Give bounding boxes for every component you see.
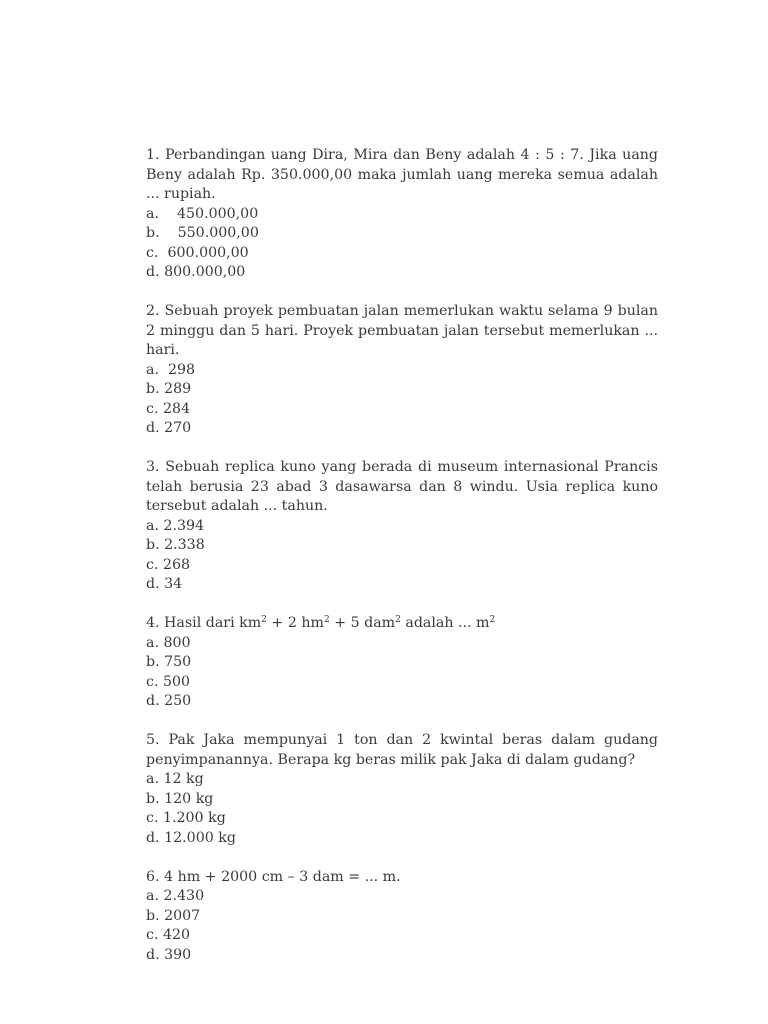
worksheet <box>146 146 658 985</box>
superscript: 2 <box>489 615 496 625</box>
stem-text: + 2 hm <box>266 615 324 631</box>
option-a: a. 2.394 <box>146 517 205 534</box>
question-stem: 5. Pak Jaka mempunyai 1 ton dan 2 kwintal beras dalam gudang penyimpanannya. Berapa kg beras milik pak Jaka di dalam gudang? <box>146 732 658 768</box>
stem-text: 4. Hasil dari km <box>146 615 262 631</box>
question-6 <box>146 868 658 966</box>
option-c: c. 500 <box>146 673 191 690</box>
question-5 <box>146 731 658 848</box>
question-2 <box>146 302 658 439</box>
superscript: 2 <box>323 615 330 625</box>
option-d: d. 250 <box>146 693 192 709</box>
question-3 <box>146 458 658 595</box>
option-b: b. 120 kg <box>146 790 214 807</box>
stem-text: + 5 dam <box>329 615 396 631</box>
option-d: d. 34 <box>146 576 183 592</box>
option-a: a. 800 <box>146 634 191 651</box>
option-b: b. 2.338 <box>146 537 205 553</box>
option-c: c. 420 <box>146 927 191 943</box>
question-stem: 6. 4 hm + 2000 cm – 3 dam = ... m. <box>146 868 401 885</box>
option-a: a. 12 kg <box>146 771 204 787</box>
question-4 <box>146 614 658 712</box>
option-a: a. 450.000,00 <box>146 205 259 222</box>
option-d: d. 800.000,00 <box>146 264 246 280</box>
question-stem: 1. Perbandingan uang Dira, Mira dan Beny adalah 4 : 5 : 7. Jika uang Beny adalah Rp. 350.000,00 maka jumlah uang mereka semua adalah ... rupiah. <box>146 147 658 202</box>
option-d: d. 270 <box>146 420 192 436</box>
question-1 <box>146 146 658 283</box>
option-c: c. 268 <box>146 556 191 573</box>
question-stem <box>146 614 658 634</box>
option-a: a. 2.430 <box>146 888 205 904</box>
question-stem: 2. Sebuah proyek pembuatan jalan memerlukan waktu selama 9 bulan 2 minggu dan 5 hari. Proyek pembuatan jalan tersebut memerlukan ... hari. <box>146 303 658 358</box>
option-c: c. 600.000,00 <box>146 244 249 261</box>
option-d: d. 12.000 kg <box>146 829 236 846</box>
option-c: c. 284 <box>146 400 191 417</box>
option-b: b. 550.000,00 <box>146 225 259 241</box>
superscript: 2 <box>261 615 267 625</box>
stem-text: adalah ... m <box>400 615 490 631</box>
question-stem: 3. Sebuah replica kuno yang berada di museum internasional Prancis telah berusia 23 abad 3 dasawarsa dan 8 windu. Usia replica kuno tersebut adalah ... tahun. <box>146 459 658 514</box>
option-a: a. 298 <box>146 361 196 378</box>
option-d: d. 390 <box>146 946 192 963</box>
option-b: b. 289 <box>146 381 192 397</box>
option-c: c. 1.200 kg <box>146 810 226 826</box>
superscript: 2 <box>395 615 401 625</box>
option-b: b. 750 <box>146 654 192 670</box>
option-b: b. 2007 <box>146 907 201 924</box>
